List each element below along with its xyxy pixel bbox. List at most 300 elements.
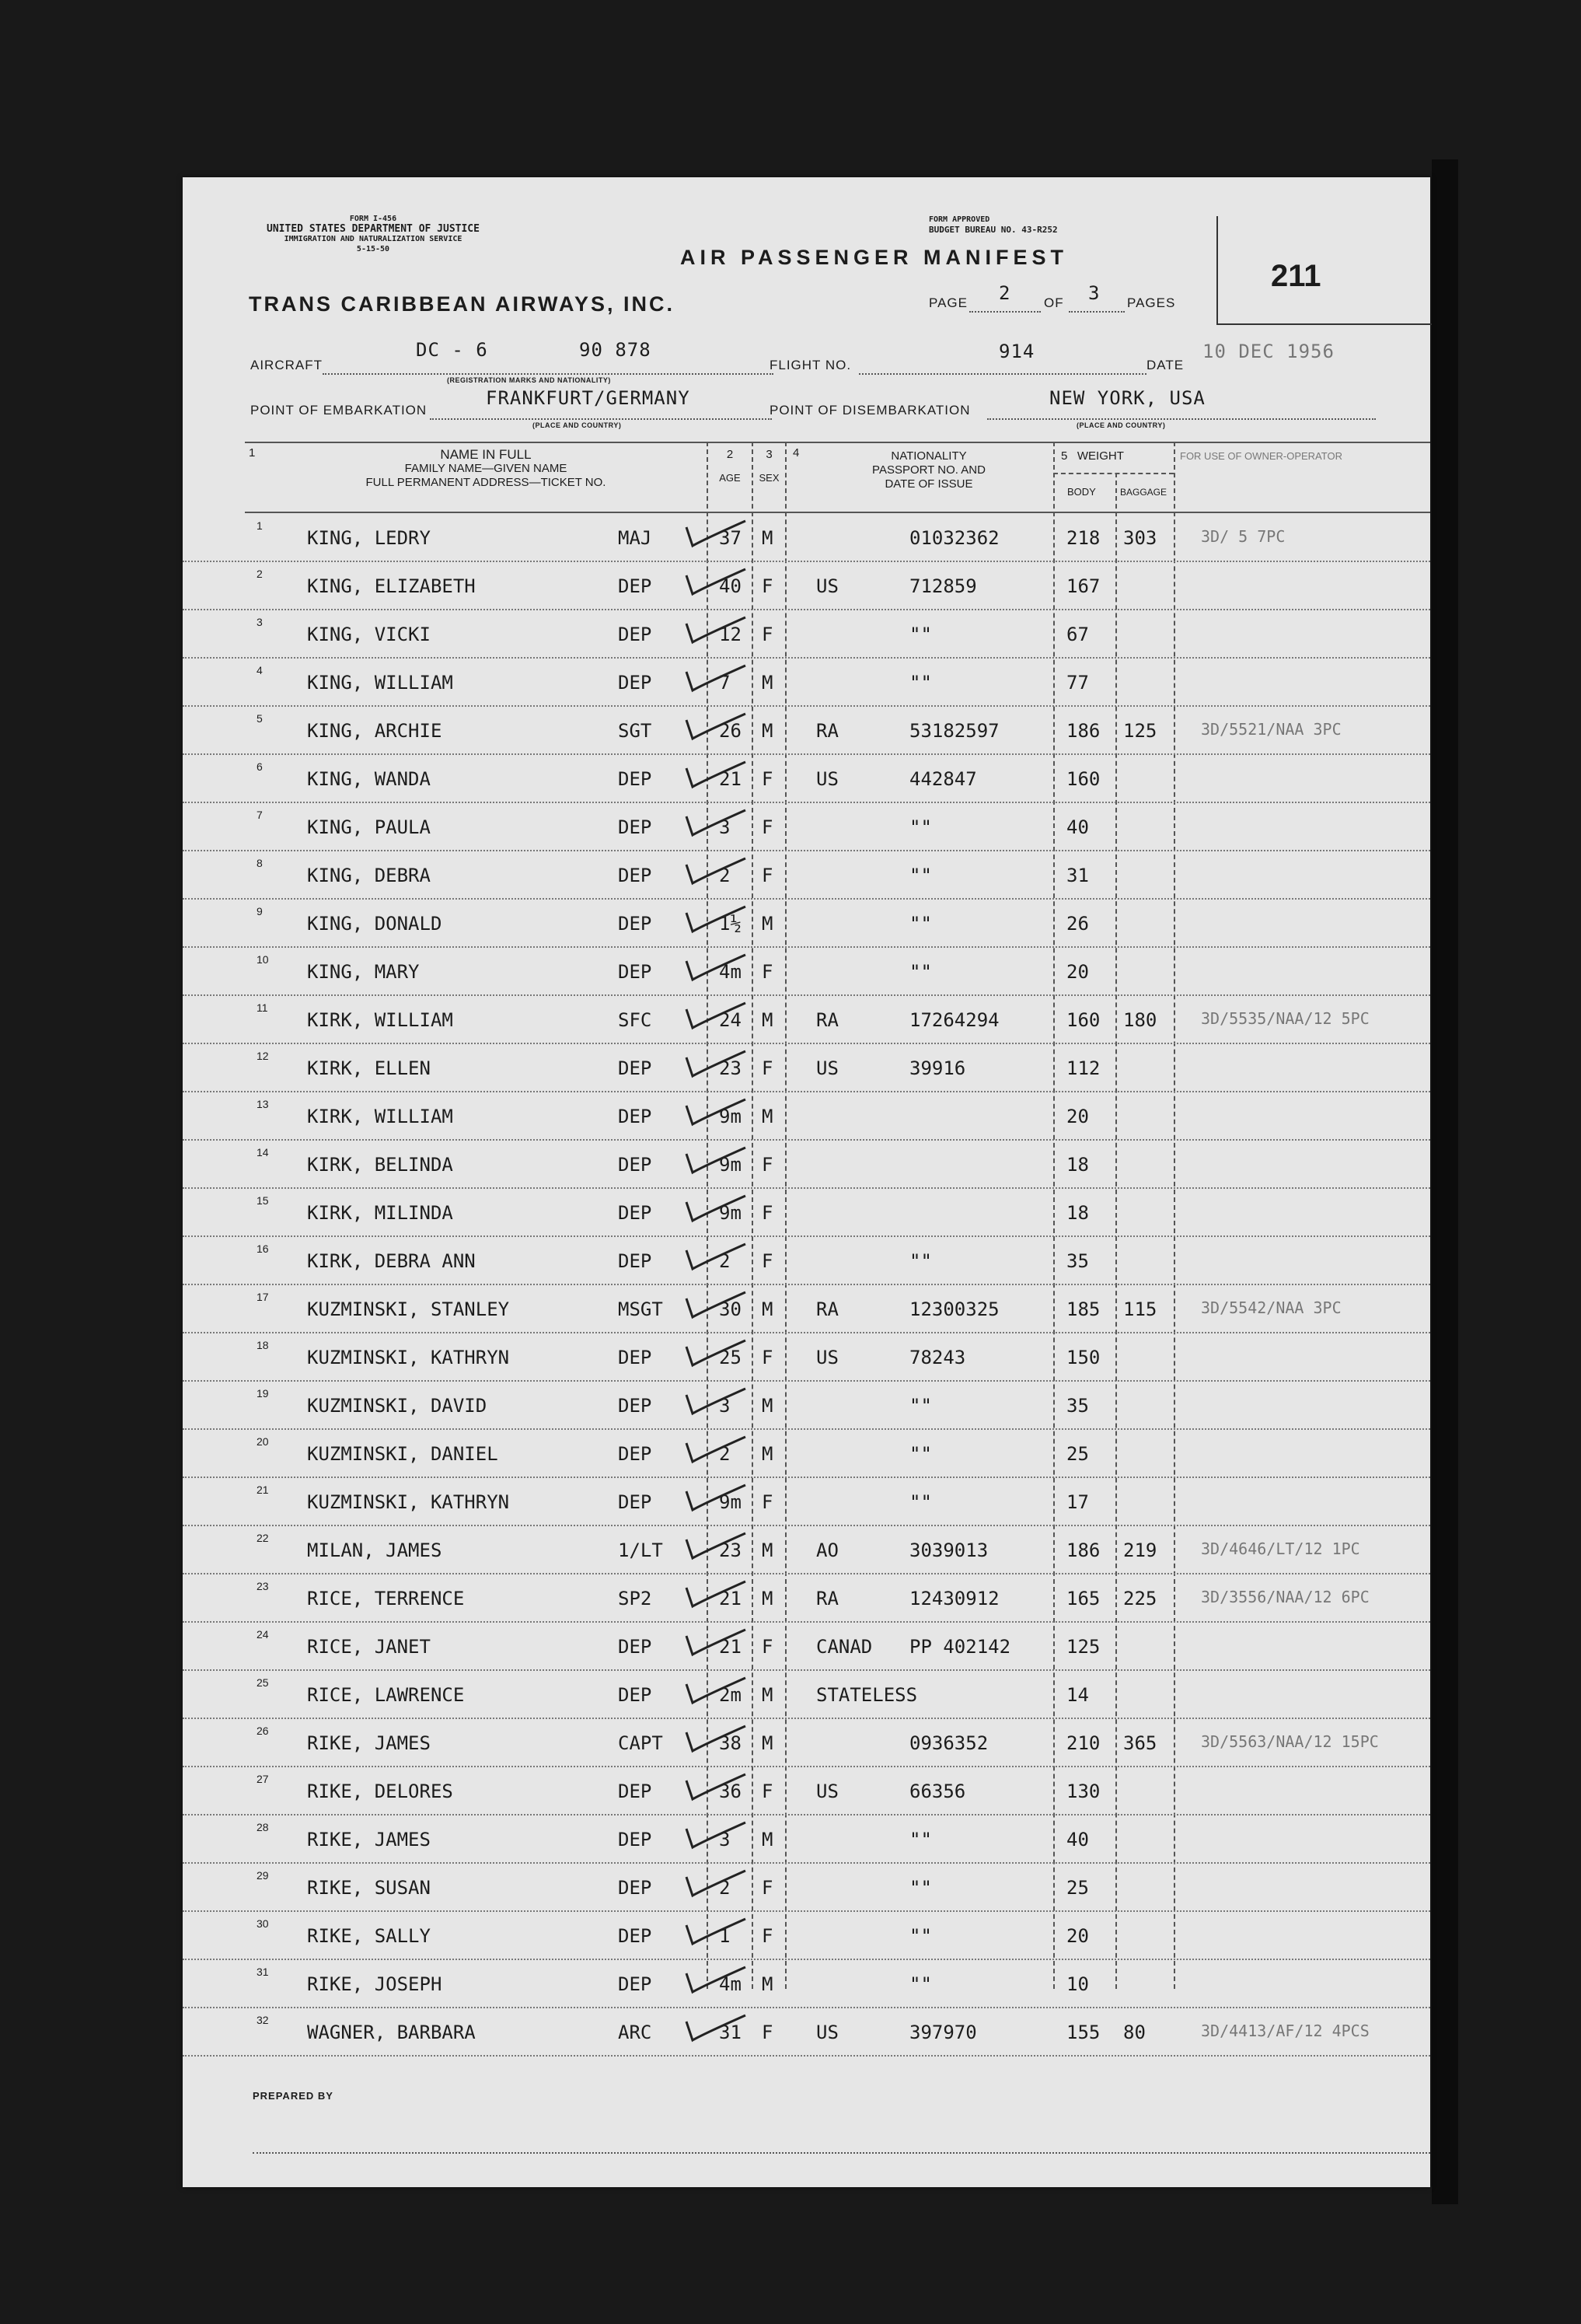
- passenger-body-weight: 40: [1066, 816, 1089, 838]
- passenger-name: KUZMINSKI, DANIEL: [307, 1443, 498, 1465]
- passenger-passport: "": [909, 1250, 932, 1272]
- passenger-name: KIRK, WILLIAM: [307, 1009, 453, 1031]
- row-number: 15: [257, 1194, 269, 1207]
- passenger-sex: M: [762, 1588, 773, 1609]
- passenger-name: RIKE, JAMES: [307, 1829, 431, 1850]
- check-mark-icon: [680, 1818, 750, 1857]
- passenger-sex: M: [762, 527, 773, 549]
- passenger-body-weight: 210: [1066, 1732, 1101, 1754]
- col2-heading: [708, 448, 752, 485]
- passenger-nationality: US: [816, 1781, 839, 1802]
- passenger-sex: M: [762, 1395, 773, 1417]
- flight-dots: [859, 373, 1146, 375]
- form-date: 5-15-50: [356, 245, 390, 253]
- table-row: [183, 1477, 1430, 1525]
- passenger-rank: DEP: [618, 961, 652, 983]
- passenger-age: 30: [719, 1298, 742, 1320]
- passenger-nationality: RA: [816, 1588, 839, 1609]
- table-row: [183, 658, 1430, 706]
- disembarkation-place: NEW YORK, USA: [1049, 387, 1206, 409]
- passenger-rank: SP2: [618, 1588, 652, 1609]
- passenger-name: RIKE, JAMES: [307, 1732, 431, 1754]
- passenger-rank: DEP: [618, 624, 652, 645]
- passenger-name: KIRK, DEBRA ANN: [307, 1250, 476, 1272]
- passenger-passport: 53182597: [909, 720, 1000, 742]
- col5a-label: BODY: [1067, 486, 1096, 498]
- passenger-name: KIRK, MILINDA: [307, 1202, 453, 1224]
- passenger-passport: "": [909, 961, 932, 983]
- passenger-body-weight: 112: [1066, 1057, 1101, 1079]
- passenger-name: RIKE, JOSEPH: [307, 1973, 442, 1995]
- passenger-sex: M: [762, 1829, 773, 1850]
- check-mark-icon: [680, 1480, 750, 1519]
- table-row: [183, 851, 1430, 899]
- check-mark-icon: [680, 1432, 750, 1471]
- passenger-sex: M: [762, 1732, 773, 1754]
- table-row: [183, 802, 1430, 851]
- table-row: [183, 1718, 1430, 1767]
- passenger-sex: F: [762, 816, 773, 838]
- passenger-nationality: CANAD: [816, 1636, 873, 1658]
- check-mark-icon: [680, 516, 750, 555]
- passenger-body-weight: 185: [1066, 1298, 1101, 1320]
- passenger-rank: DEP: [618, 816, 652, 838]
- passenger-name: RIKE, SALLY: [307, 1925, 431, 1947]
- table-row: [183, 2008, 1430, 2056]
- page-dots: [969, 311, 1041, 313]
- row-number: 9: [257, 905, 263, 917]
- passenger-name: KUZMINSKI, DAVID: [307, 1395, 487, 1417]
- col3-label: SEX: [759, 472, 780, 484]
- passenger-name: KING, DEBRA: [307, 865, 431, 886]
- passenger-rank: MSGT: [618, 1298, 663, 1320]
- passenger-age: 9m: [719, 1106, 742, 1127]
- table-row: [183, 1767, 1430, 1815]
- table-row: [183, 947, 1430, 995]
- passenger-sex: F: [762, 1250, 773, 1272]
- prepared-by-line: [253, 2152, 1430, 2154]
- table-row: [183, 1140, 1430, 1188]
- manifest-title: AIR PASSENGER MANIFEST: [680, 246, 1069, 269]
- table-row: [183, 1043, 1430, 1092]
- check-mark-icon: [680, 998, 750, 1037]
- row-number: 30: [257, 1917, 269, 1930]
- col5b-label: BAGGAGE: [1120, 487, 1167, 498]
- passenger-sex: M: [762, 1009, 773, 1031]
- passenger-baggage-weight: 365: [1123, 1732, 1157, 1754]
- row-number: 24: [257, 1628, 269, 1641]
- passenger-sex: F: [762, 1491, 773, 1513]
- passenger-body-weight: 20: [1066, 1106, 1089, 1127]
- passenger-sex: F: [762, 961, 773, 983]
- total-pages: 3: [1088, 282, 1101, 304]
- of-dots: [1069, 311, 1125, 313]
- budget-bureau: BUDGET BUREAU NO. 43-R252: [929, 225, 1058, 235]
- passenger-body-weight: 31: [1066, 865, 1089, 886]
- check-mark-icon: [680, 1239, 750, 1278]
- embarkation-place: FRANKFURT/GERMANY: [486, 387, 690, 409]
- passenger-passport: 712859: [909, 575, 977, 597]
- check-mark-icon: [680, 1336, 750, 1375]
- flight-label: FLIGHT NO.: [770, 358, 852, 372]
- passenger-body-weight: 20: [1066, 961, 1089, 983]
- passenger-baggage-weight: 303: [1123, 527, 1157, 549]
- prepared-by-label: PREPARED BY: [253, 2090, 333, 2102]
- passenger-rank: DEP: [618, 1202, 652, 1224]
- aircraft-type: DC - 6: [416, 339, 488, 361]
- aircraft-label: AIRCRAFT: [250, 358, 323, 372]
- manifest-page: [183, 177, 1430, 2187]
- col1-line3: FULL PERMANENT ADDRESS—TICKET NO.: [365, 476, 606, 489]
- table-row: [183, 1911, 1430, 1959]
- passenger-sex: F: [762, 1202, 773, 1224]
- passenger-age: 2: [719, 1250, 731, 1272]
- passenger-name: KING, WILLIAM: [307, 672, 453, 694]
- passenger-name: KING, LEDRY: [307, 527, 431, 549]
- table-row: [183, 1092, 1430, 1140]
- row-number: 4: [257, 664, 263, 676]
- owner-operator-note: 3D/4413/AF/12 4PCS: [1201, 2022, 1370, 2040]
- passenger-rank: DEP: [618, 913, 652, 935]
- passenger-age: 21: [719, 1636, 742, 1658]
- row-number: 29: [257, 1869, 269, 1882]
- check-mark-icon: [680, 1047, 750, 1085]
- col5-label: WEIGHT: [1077, 449, 1124, 463]
- passenger-rank: DEP: [618, 1973, 652, 1995]
- passenger-rank: DEP: [618, 1781, 652, 1802]
- passenger-age: 4m: [719, 1973, 742, 1995]
- passenger-age: 37: [719, 527, 742, 549]
- passenger-passport: PP 402142: [909, 1636, 1011, 1658]
- row-number: 26: [257, 1725, 269, 1737]
- table-row: [183, 1284, 1430, 1333]
- table-row: [183, 995, 1430, 1043]
- check-mark-icon: [680, 1721, 750, 1760]
- col5-heading: [1061, 449, 1124, 463]
- passenger-age: 1½: [719, 913, 742, 935]
- passenger-body-weight: 150: [1066, 1347, 1101, 1368]
- row-number: 25: [257, 1676, 269, 1689]
- passenger-rank: DEP: [618, 1636, 652, 1658]
- page-label: PAGE: [929, 295, 968, 310]
- passenger-sex: F: [762, 768, 773, 790]
- passenger-sex: M: [762, 1539, 773, 1561]
- col2-number: 2: [726, 448, 734, 461]
- check-mark-icon: [680, 757, 750, 796]
- embarkation-label: POINT OF EMBARKATION: [250, 403, 428, 418]
- passenger-name: MILAN, JAMES: [307, 1539, 442, 1561]
- owner-operator-note: 3D/ 5 7PC: [1201, 527, 1286, 546]
- passenger-nationality: AO: [816, 1539, 839, 1561]
- passenger-rank: DEP: [618, 1347, 652, 1368]
- disembarkation-label: POINT OF DISEMBARKATION: [770, 403, 971, 418]
- row-rule: [183, 2055, 1430, 2057]
- passenger-name: KIRK, WILLIAM: [307, 1106, 453, 1127]
- passenger-nationality: US: [816, 1347, 839, 1368]
- passenger-age: 2: [719, 1877, 731, 1899]
- passenger-age: 25: [719, 1347, 742, 1368]
- row-number: 14: [257, 1146, 269, 1159]
- check-mark-icon: [680, 1191, 750, 1230]
- passenger-passport: 78243: [909, 1347, 966, 1368]
- table-row: [183, 899, 1430, 947]
- check-mark-icon: [680, 1866, 750, 1905]
- passenger-passport: "": [909, 913, 932, 935]
- row-number: 20: [257, 1435, 269, 1448]
- passenger-passport: 66356: [909, 1781, 966, 1802]
- passenger-nationality: US: [816, 1057, 839, 1079]
- row-number: 1: [257, 519, 263, 532]
- passenger-name: WAGNER, BARBARA: [307, 2022, 476, 2043]
- row-number: 27: [257, 1773, 269, 1785]
- passenger-body-weight: 130: [1066, 1781, 1101, 1802]
- row-number: 32: [257, 2014, 269, 2026]
- passenger-age: 9m: [719, 1491, 742, 1513]
- passenger-body-weight: 18: [1066, 1202, 1089, 1224]
- passenger-baggage-weight: 115: [1123, 1298, 1157, 1320]
- passenger-rank: DEP: [618, 1250, 652, 1272]
- col1-line2: FAMILY NAME—GIVEN NAME: [404, 462, 567, 475]
- row-number: 13: [257, 1098, 269, 1110]
- passenger-name: KING, WANDA: [307, 768, 431, 790]
- owner-operator-note: 3D/4646/LT/12 1PC: [1201, 1539, 1360, 1558]
- passenger-age: 9m: [719, 1202, 742, 1224]
- check-mark-icon: [680, 1770, 750, 1809]
- owner-operator-note: 3D/5521/NAA 3PC: [1201, 720, 1342, 739]
- passenger-passport: "": [909, 1491, 932, 1513]
- passenger-rank: DEP: [618, 1057, 652, 1079]
- table-row: [183, 706, 1430, 754]
- passenger-sex: F: [762, 1347, 773, 1368]
- passenger-passport: 39916: [909, 1057, 966, 1079]
- passenger-passport: "": [909, 1443, 932, 1465]
- passenger-baggage-weight: 80: [1123, 2022, 1146, 2043]
- date-label: DATE: [1146, 358, 1185, 372]
- passenger-rank: DEP: [618, 768, 652, 790]
- passenger-age: 2m: [719, 1684, 742, 1706]
- col1-line1: NAME IN FULL: [440, 447, 532, 462]
- passenger-sex: F: [762, 1636, 773, 1658]
- passenger-rank: DEP: [618, 575, 652, 597]
- passenger-passport: "": [909, 1829, 932, 1850]
- passenger-sex: F: [762, 624, 773, 645]
- passenger-body-weight: 25: [1066, 1443, 1089, 1465]
- passenger-passport: "": [909, 672, 932, 694]
- disembarkation-sub: (PLACE AND COUNTRY): [1077, 421, 1166, 429]
- row-number: 7: [257, 809, 263, 821]
- col4-line3: DATE OF ISSUE: [885, 477, 973, 491]
- col6-label: FOR USE OF OWNER-OPERATOR: [1180, 450, 1342, 462]
- page-stamp-number: 211: [1271, 259, 1321, 293]
- passenger-name: KUZMINSKI, STANLEY: [307, 1298, 510, 1320]
- passenger-age: 4m: [719, 961, 742, 983]
- passenger-passport: "": [909, 1973, 932, 1995]
- passenger-name: RIKE, DELORES: [307, 1781, 453, 1802]
- passenger-rank: DEP: [618, 1877, 652, 1899]
- weight-subrule: [1053, 473, 1174, 474]
- col1-heading: [315, 448, 657, 490]
- passenger-age: 40: [719, 575, 742, 597]
- check-mark-icon: [680, 854, 750, 893]
- table-row: [183, 1525, 1430, 1574]
- row-number: 6: [257, 760, 263, 773]
- check-mark-icon: [680, 806, 750, 844]
- pages-label: PAGES: [1127, 295, 1176, 310]
- col3-heading: [753, 448, 785, 485]
- table-row: [183, 610, 1430, 658]
- passenger-age: 3: [719, 1395, 731, 1417]
- row-number: 31: [257, 1966, 269, 1978]
- table-top-rule: [245, 442, 1430, 443]
- passenger-age: 12: [719, 624, 742, 645]
- passenger-sex: M: [762, 1973, 773, 1995]
- table-row: [183, 513, 1430, 561]
- row-number: 11: [257, 1001, 268, 1014]
- passenger-age: 23: [719, 1057, 742, 1079]
- passenger-rank: CAPT: [618, 1732, 663, 1754]
- table-row: [183, 561, 1430, 610]
- passenger-body-weight: 67: [1066, 624, 1089, 645]
- passenger-body-weight: 40: [1066, 1829, 1089, 1850]
- check-mark-icon: [680, 613, 750, 652]
- passenger-baggage-weight: 219: [1123, 1539, 1157, 1561]
- passenger-age: 36: [719, 1781, 742, 1802]
- passenger-body-weight: 25: [1066, 1877, 1089, 1899]
- form-number: FORM I-456: [349, 215, 397, 223]
- passenger-rank: SFC: [618, 1009, 652, 1031]
- scan-edge: [1432, 159, 1458, 2204]
- passenger-sex: F: [762, 865, 773, 886]
- passenger-passport: 12300325: [909, 1298, 1000, 1320]
- table-row: [183, 1574, 1430, 1622]
- form-header-right: [929, 215, 1058, 235]
- passenger-age: 1: [719, 1925, 731, 1947]
- passenger-body-weight: 77: [1066, 672, 1089, 694]
- table-row: [183, 1188, 1430, 1236]
- row-number: 5: [257, 712, 263, 725]
- passenger-age: 31: [719, 2022, 742, 2043]
- passenger-body-weight: 18: [1066, 1154, 1089, 1176]
- passenger-name: KING, VICKI: [307, 624, 431, 645]
- passenger-baggage-weight: 225: [1123, 1588, 1157, 1609]
- passenger-nationality: STATELESS: [816, 1684, 918, 1706]
- passenger-rank: SGT: [618, 720, 652, 742]
- passenger-passport: 01032362: [909, 527, 1000, 549]
- passenger-age: 2: [719, 1443, 731, 1465]
- passenger-nationality: RA: [816, 720, 839, 742]
- passenger-age: 23: [719, 1539, 742, 1561]
- col4-heading: [812, 449, 1045, 491]
- passenger-name: KIRK, BELINDA: [307, 1154, 453, 1176]
- col4-line1: NATIONALITY: [891, 449, 967, 463]
- table-row: [183, 1670, 1430, 1718]
- row-number: 2: [257, 568, 263, 580]
- passenger-body-weight: 14: [1066, 1684, 1089, 1706]
- passenger-sex: M: [762, 913, 773, 935]
- passenger-age: 21: [719, 768, 742, 790]
- row-number: 17: [257, 1291, 269, 1303]
- passenger-body-weight: 35: [1066, 1250, 1089, 1272]
- passenger-passport: "": [909, 1877, 932, 1899]
- page-number: 2: [999, 282, 1011, 304]
- passenger-body-weight: 35: [1066, 1395, 1089, 1417]
- passenger-nationality: RA: [816, 1298, 839, 1320]
- passenger-nationality: US: [816, 2022, 839, 2043]
- row-number: 18: [257, 1339, 269, 1351]
- passenger-body-weight: 167: [1066, 575, 1101, 597]
- passenger-name: KING, PAULA: [307, 816, 431, 838]
- passenger-body-weight: 10: [1066, 1973, 1089, 1995]
- passenger-name: RICE, LAWRENCE: [307, 1684, 465, 1706]
- passenger-body-weight: 125: [1066, 1636, 1101, 1658]
- passenger-age: 7: [719, 672, 731, 694]
- passenger-rank: DEP: [618, 1154, 652, 1176]
- passenger-body-weight: 26: [1066, 913, 1089, 935]
- passenger-name: KING, ELIZABETH: [307, 575, 476, 597]
- embarkation-dots: [430, 418, 772, 420]
- passenger-age: 26: [719, 720, 742, 742]
- passenger-sex: F: [762, 1781, 773, 1802]
- passenger-nationality: RA: [816, 1009, 839, 1031]
- passenger-rank: MAJ: [618, 527, 652, 549]
- row-number: 21: [257, 1484, 269, 1496]
- table-row: [183, 1959, 1430, 2008]
- check-mark-icon: [680, 950, 750, 989]
- passenger-sex: F: [762, 1154, 773, 1176]
- passenger-name: KING, ARCHIE: [307, 720, 442, 742]
- department: UNITED STATES DEPARTMENT OF JUSTICE: [267, 223, 480, 235]
- passenger-age: 2: [719, 865, 731, 886]
- col2-label: AGE: [719, 472, 741, 484]
- passenger-body-weight: 186: [1066, 720, 1101, 742]
- row-number: 3: [257, 616, 263, 628]
- passenger-nationality: US: [816, 575, 839, 597]
- passenger-passport: 17264294: [909, 1009, 1000, 1031]
- passenger-age: 3: [719, 816, 731, 838]
- col4-number: 4: [793, 446, 800, 460]
- passenger-sex: M: [762, 1106, 773, 1127]
- passenger-rank: DEP: [618, 1106, 652, 1127]
- table-row: [183, 1236, 1430, 1284]
- passenger-rank: DEP: [618, 672, 652, 694]
- passenger-nationality: US: [816, 768, 839, 790]
- passenger-baggage-weight: 125: [1123, 720, 1157, 742]
- check-mark-icon: [680, 709, 750, 748]
- passenger-age: 21: [719, 1588, 742, 1609]
- check-mark-icon: [680, 2011, 750, 2050]
- aircraft-registration: 90 878: [579, 339, 651, 361]
- col5-number: 5: [1061, 449, 1068, 463]
- passenger-name: KING, DONALD: [307, 913, 442, 935]
- passenger-name: KUZMINSKI, KATHRYN: [307, 1491, 510, 1513]
- check-mark-icon: [680, 1288, 750, 1326]
- table-row: [183, 1863, 1430, 1911]
- check-mark-icon: [680, 1143, 750, 1182]
- embarkation-sub: (PLACE AND COUNTRY): [532, 421, 622, 429]
- passenger-body-weight: 155: [1066, 2022, 1101, 2043]
- passenger-age: 3: [719, 1829, 731, 1850]
- passenger-passport: 12430912: [909, 1588, 1000, 1609]
- passenger-age: 38: [719, 1732, 742, 1754]
- passenger-passport: "": [909, 1395, 932, 1417]
- row-number: 22: [257, 1532, 269, 1544]
- aircraft-dots: [323, 373, 773, 375]
- row-number: 19: [257, 1387, 269, 1400]
- table-row: [183, 754, 1430, 802]
- passenger-baggage-weight: 180: [1123, 1009, 1157, 1031]
- check-mark-icon: [680, 1962, 750, 2001]
- passenger-name: KING, MARY: [307, 961, 420, 983]
